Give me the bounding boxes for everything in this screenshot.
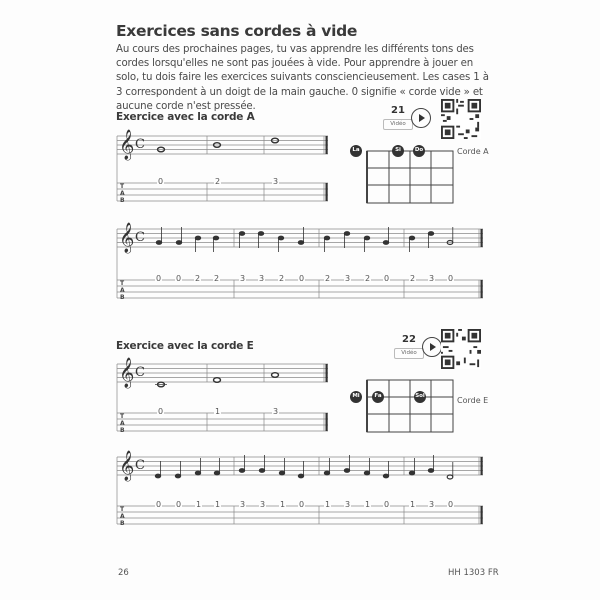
tab-number: 3 <box>240 274 246 283</box>
tab-number: 1 <box>365 500 371 509</box>
tab-number: 3 <box>260 500 266 509</box>
tab-number: 0 <box>156 274 162 283</box>
tab-number: 3 <box>345 500 351 509</box>
tab-number: 0 <box>299 500 305 509</box>
tab-number: 3 <box>259 274 265 283</box>
tab-number: 3 <box>273 407 279 416</box>
tab-number: 1 <box>325 500 331 509</box>
tab-number: 2 <box>365 274 371 283</box>
svg-text:A: A <box>120 287 125 294</box>
tab-number: 0 <box>176 274 182 283</box>
svg-text:C: C <box>135 230 145 245</box>
page-title: Exercices sans cordes à vide <box>116 22 358 40</box>
tab-number: 0 <box>299 274 305 283</box>
svg-text:B: B <box>120 520 125 527</box>
intro-paragraph: Au cours des prochaines pages, tu vas apprendre les différents tons des cordes lorsqu'elles ne sont pas jouées à vide. Pour apprendre à jouer en solo, tu dois faire les exercices suivants consciencieusement. Les cases 1 à 3 correspondent à un doigt de la main gauche. 0 signifie « corde vide » et aucune corde n'est pressée. <box>116 44 489 112</box>
tab-number: 3 <box>429 500 435 509</box>
tab-number: 0 <box>384 274 390 283</box>
svg-text:B: B <box>120 427 125 434</box>
fret-note-si: Si <box>395 147 401 153</box>
tab-number: 1 <box>280 500 286 509</box>
video-label: Vidéo <box>383 119 413 130</box>
svg-text:T: T <box>120 413 125 420</box>
tab-number: 0 <box>448 500 454 509</box>
page-number: 26 <box>118 568 129 578</box>
video-label: Vidéo <box>394 348 424 359</box>
video-number: 22 <box>402 334 416 345</box>
svg-text:C: C <box>135 137 145 152</box>
tab-number: 2 <box>215 177 221 186</box>
tab-number: 1 <box>196 500 202 509</box>
tab-number: 2 <box>214 274 220 283</box>
svg-text:C: C <box>135 458 145 473</box>
tab-number: 2 <box>325 274 331 283</box>
svg-text:A: A <box>120 420 125 427</box>
fret-note-la: La <box>352 147 360 153</box>
tab-number: 0 <box>156 500 162 509</box>
svg-text:T: T <box>120 183 125 190</box>
exercise-e-title: Exercice avec la corde E <box>116 340 254 352</box>
svg-text:C: C <box>135 365 145 380</box>
tab-number: 2 <box>195 274 201 283</box>
video-number: 21 <box>391 105 405 116</box>
svg-text:T: T <box>120 506 125 513</box>
fret-note-mi: Mi <box>352 393 360 399</box>
exercise-a-title: Exercice avec la corde A <box>116 111 255 123</box>
tab-number: 2 <box>410 274 416 283</box>
tab-number: 3 <box>345 274 351 283</box>
svg-text:𝄞: 𝄞 <box>119 451 135 481</box>
tab-number: 0 <box>384 500 390 509</box>
tab-number: 3 <box>240 500 246 509</box>
fret-note-sol: Sol <box>415 393 425 399</box>
catalog-code: HH 1303 FR <box>448 568 499 578</box>
svg-text:B: B <box>120 197 125 204</box>
svg-text:𝄞: 𝄞 <box>119 358 135 388</box>
svg-text:A: A <box>120 513 125 520</box>
tab-number: 0 <box>158 407 164 416</box>
string-label-e: Corde E <box>457 396 489 405</box>
svg-text:B: B <box>120 294 125 301</box>
tab-number: 3 <box>273 177 279 186</box>
svg-text:𝄞: 𝄞 <box>119 223 135 253</box>
svg-text:T: T <box>120 280 125 287</box>
tab-number: 1 <box>215 500 221 509</box>
tab-number: 0 <box>176 500 182 509</box>
tab-number: 3 <box>429 274 435 283</box>
tab-number: 0 <box>158 177 164 186</box>
svg-text:𝄞: 𝄞 <box>119 130 135 160</box>
string-label-a: Corde A <box>457 147 489 156</box>
tab-number: 0 <box>448 274 454 283</box>
svg-text:A: A <box>120 190 125 197</box>
fret-note-fa: Fa <box>374 393 382 399</box>
tab-number: 1 <box>215 407 221 416</box>
tab-number: 1 <box>410 500 416 509</box>
fret-note-do: Do <box>414 147 424 153</box>
tab-number: 2 <box>279 274 285 283</box>
